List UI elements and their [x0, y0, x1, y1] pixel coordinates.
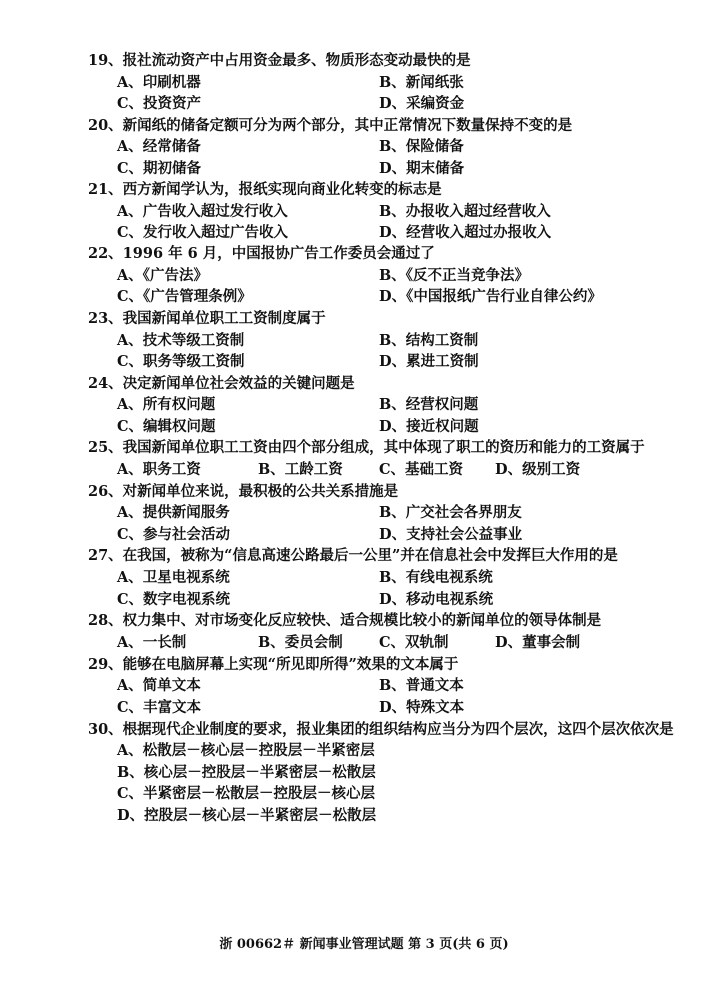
- question-21-stem: 21、西方新闻学认为，报纸实现向商业化转变的标志是: [88, 181, 442, 198]
- question-19-option-a: A、印刷机器: [117, 74, 201, 91]
- question-27-option-c: C、数字电视系统: [117, 591, 231, 608]
- question-30-option-d: D、控股层－核心层－半紧密层－松散层: [117, 807, 377, 824]
- question-19-option-c: C、投资资产: [117, 95, 202, 112]
- question-25-option-b: B、工龄工资: [258, 461, 343, 478]
- question-26-option-d: D、支持社会公益事业: [379, 526, 523, 543]
- question-25-option-c: C、基础工资: [379, 461, 464, 478]
- question-20-stem: 20、新闻纸的储备定额可分为两个部分，其中正常情况下数量保持不变的是: [88, 117, 573, 134]
- question-21-option-c: C、发行收入超过广告收入: [117, 224, 289, 241]
- question-23-stem: 23、我国新闻单位职工工资制度属于: [88, 310, 326, 327]
- question-29-option-a: A、简单文本: [117, 677, 201, 694]
- question-23-option-b: B、结构工资制: [379, 332, 479, 349]
- question-19-stem: 19、报社流动资产中占用资金最多、物质形态变动最快的是: [88, 52, 471, 69]
- question-27-option-b: B、有线电视系统: [379, 569, 493, 586]
- question-28-option-d: D、董事会制: [495, 634, 581, 651]
- question-22-option-a: A、《广告法》: [117, 267, 208, 284]
- question-24-stem: 24、决定新闻单位社会效益的关键问题是: [88, 375, 355, 392]
- question-29-option-b: B、普通文本: [379, 677, 464, 694]
- question-30-stem: 30、根据现代企业制度的要求，报业集团的组织结构应当分为四个层次，这四个层次依次是: [88, 721, 674, 738]
- question-30-option-b: B、核心层－控股层－半紧密层－松散层: [117, 764, 376, 781]
- question-28-stem: 28、权力集中、对市场变化反应较快、适合规模比较小的新闻单位的领导体制是: [88, 612, 602, 629]
- question-22-option-b: B、《反不正当竞争法》: [379, 267, 530, 284]
- question-19-option-b: B、新闻纸张: [379, 74, 464, 91]
- question-26-option-b: B、广交社会各界朋友: [379, 504, 522, 521]
- question-19-option-d: D、采编资金: [379, 95, 465, 112]
- question-21-option-b: B、办报收入超过经营收入: [379, 203, 551, 220]
- question-27-option-a: A、卫星电视系统: [117, 569, 230, 586]
- question-28-option-a: A、一长制: [117, 634, 187, 651]
- question-23-option-d: D、累进工资制: [379, 353, 479, 370]
- question-30-option-c: C、半紧密层－松散层－控股层－核心层: [117, 785, 376, 802]
- question-24-option-a: A、所有权问题: [117, 396, 216, 413]
- question-22-option-c: C、《广告管理条例》: [117, 288, 252, 305]
- question-25-option-d: D、级别工资: [495, 461, 581, 478]
- question-24-option-b: B、经营权问题: [379, 396, 479, 413]
- page-footer: 浙 00662＃ 新闻事业管理试题 第 3 页(共 6 页): [219, 937, 509, 952]
- question-24-option-c: C、编辑权问题: [117, 418, 216, 435]
- question-24-option-d: D、接近权问题: [379, 418, 479, 435]
- question-26-option-a: A、提供新闻服务: [117, 504, 230, 521]
- question-21-option-a: A、广告收入超过发行收入: [117, 203, 288, 220]
- question-29-option-c: C、丰富文本: [117, 699, 202, 716]
- question-27-stem: 27、在我国，被称为“信息高速公路最后一公里”并在信息社会中发挥巨大作用的是: [88, 547, 618, 564]
- question-20-option-b: B、保险储备: [379, 138, 464, 155]
- question-23-option-c: C、职务等级工资制: [117, 353, 245, 370]
- question-21-option-d: D、经营收入超过办报收入: [379, 224, 552, 241]
- question-23-option-a: A、技术等级工资制: [117, 332, 245, 349]
- question-30-option-a: A、松散层－核心层－控股层－半紧密层: [117, 742, 375, 759]
- question-28-option-b: B、委员会制: [258, 634, 343, 651]
- question-22-stem: 22、1996 年 6 月，中国报协广告工作委员会通过了: [88, 245, 435, 262]
- question-26-option-c: C、参与社会活动: [117, 526, 231, 543]
- question-20-option-d: D、期末储备: [379, 160, 465, 177]
- question-22-option-d: D、《中国报纸广告行业自律公约》: [379, 288, 602, 305]
- question-26-stem: 26、对新闻单位来说，最积极的公共关系措施是: [88, 483, 399, 500]
- question-27-option-d: D、移动电视系统: [379, 591, 494, 608]
- question-20-option-c: C、期初储备: [117, 160, 202, 177]
- question-25-option-a: A、职务工资: [117, 461, 201, 478]
- question-29-option-d: D、特殊文本: [379, 699, 465, 716]
- question-28-option-c: C、双轨制: [379, 634, 449, 651]
- question-25-stem: 25、我国新闻单位职工工资由四个部分组成，其中体现了职工的资历和能力的工资属于: [88, 439, 645, 456]
- question-29-stem: 29、能够在电脑屏幕上实现“所见即所得”效果的文本属于: [88, 656, 459, 673]
- question-20-option-a: A、经常储备: [117, 138, 201, 155]
